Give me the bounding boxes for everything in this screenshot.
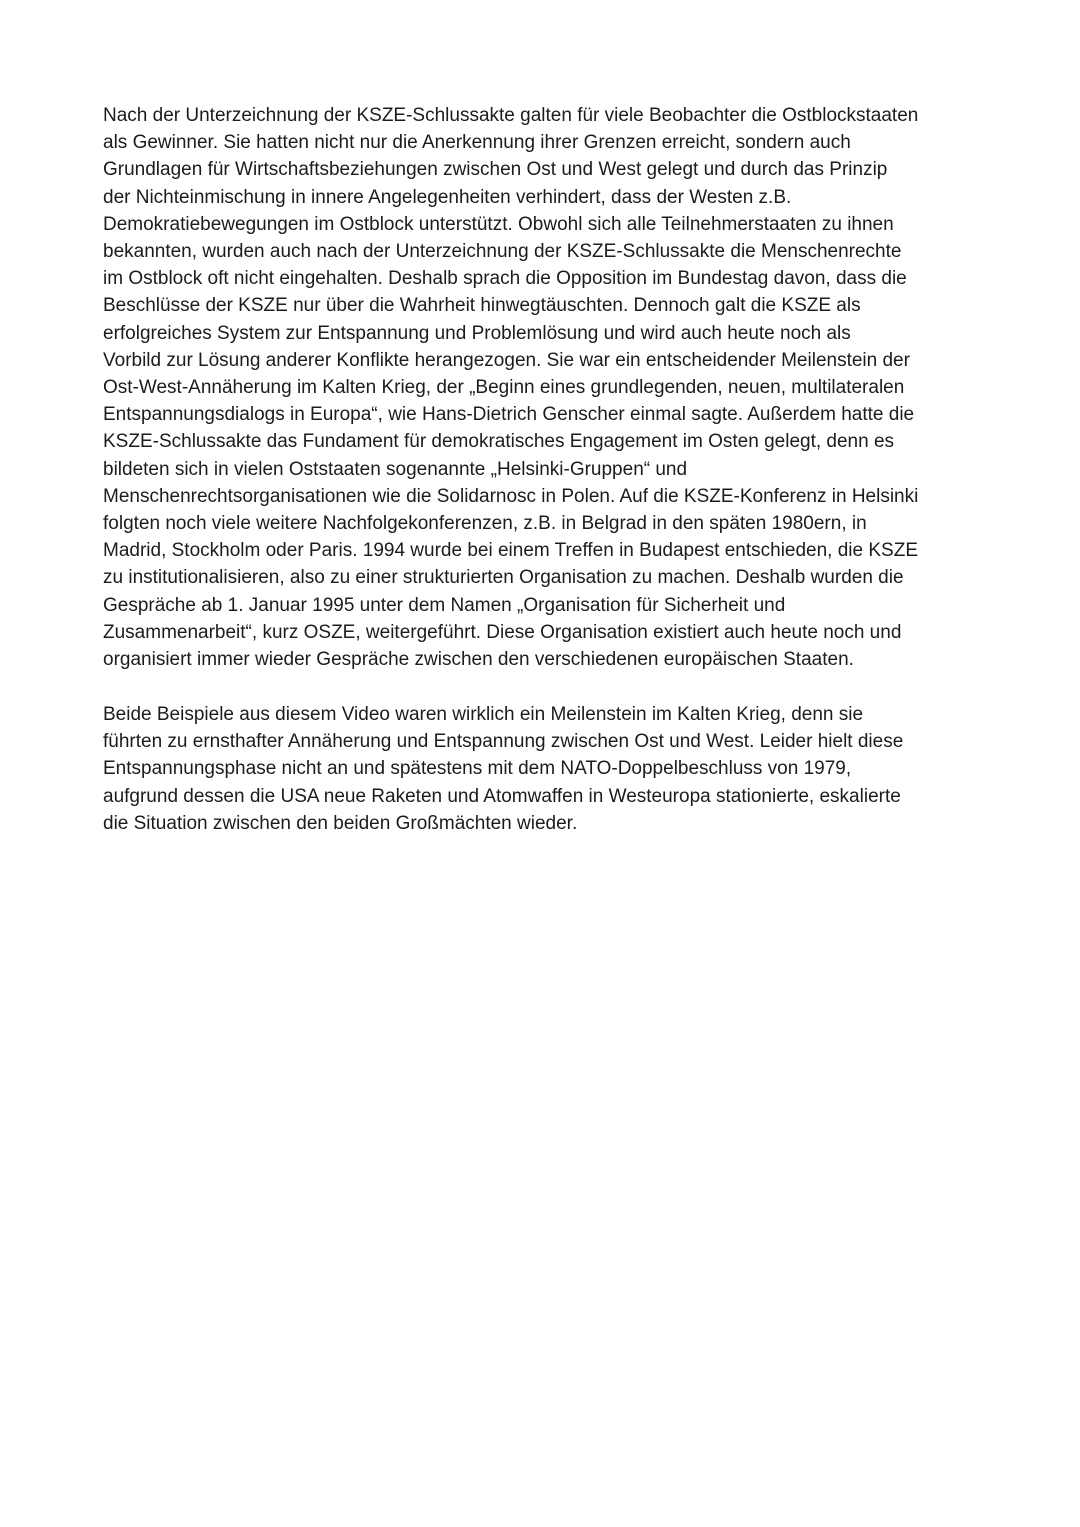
text-line: Vorbild zur Lösung anderer Konflikte herangezogen. Sie war ein entscheidender Meilenstein der bbox=[103, 349, 910, 371]
text-line: als Gewinner. Sie hatten nicht nur die Anerkennung ihrer Grenzen erreicht, sondern auch bbox=[103, 132, 851, 154]
text-line: im Ostblock oft nicht eingehalten. Deshalb sprach die Opposition im Bundestag davon, dass die bbox=[103, 268, 907, 290]
text-line: Zusammenarbeit“, kurz OSZE, weitergeführt. Diese Organisation existiert auch heute noch und bbox=[103, 621, 902, 643]
text-line: der Nichteinmischung in innere Angelegenheiten verhindert, dass der Westen z.B. bbox=[103, 186, 792, 208]
text-line: Gespräche ab 1. Januar 1995 unter dem Namen „Organisation für Sicherheit und bbox=[103, 594, 786, 616]
text-line: aufgrund dessen die USA neue Raketen und Atomwaffen in Westeuropa stationierte, eskalierte bbox=[103, 785, 901, 807]
text-line: Grundlagen für Wirtschaftsbeziehungen zwischen Ost und West gelegt und durch das Prinzip bbox=[103, 159, 888, 181]
paragraph-conclusion bbox=[103, 701, 983, 837]
text-line: führten zu ernsthafter Annäherung und Entspannung zwischen Ost und West. Leider hielt diese bbox=[103, 731, 904, 753]
text-line: zu institutionalisieren, also zu einer strukturierten Organisation zu machen. Deshalb wurden die bbox=[103, 567, 904, 589]
text-line: Beide Beispiele aus diesem Video waren wirklich ein Meilenstein im Kalten Krieg, denn sie bbox=[103, 704, 864, 725]
paragraph-ksze-schlussakte bbox=[103, 102, 983, 673]
text-line: Nach der Unterzeichnung der KSZE-Schlussakte galten für viele Beobachter die Ostblockstaaten bbox=[103, 105, 919, 126]
text-line: Ost-West-Annäherung im Kalten Krieg, der „Beginn eines grundlegenden, neuen, multilateralen bbox=[103, 377, 905, 399]
text-line: bildeten sich in vielen Oststaaten sogenannte „Helsinki-Gruppen“ und bbox=[103, 458, 688, 480]
text-line: Entspannungsphase nicht an und spätestens mit dem NATO-Doppelbeschluss von 1979, bbox=[103, 758, 852, 780]
text-line: KSZE-Schlussakte das Fundament für demokratisches Engagement im Osten gelegt, denn es bbox=[103, 431, 895, 453]
text-line: bekannten, wurden auch nach der Unterzeichnung der KSZE-Schlussakte die Menschenrechte bbox=[103, 241, 902, 263]
text-line: Menschenrechtsorganisationen wie die Solidarnosc in Polen. Auf die KSZE-Konferenz in Helsinki bbox=[103, 485, 919, 507]
text-line: Madrid, Stockholm oder Paris. 1994 wurde bei einem Treffen in Budapest entschieden, die KSZE bbox=[103, 540, 918, 562]
text-line: folgten noch viele weitere Nachfolgekonferenzen, z.B. in Belgrad in den späten 1980ern, in bbox=[103, 513, 867, 535]
text-line: die Situation zwischen den beiden Großmächten wieder. bbox=[103, 812, 578, 834]
text-line: Entspannungsdialogs in Europa“, wie Hans-Dietrich Genscher einmal sagte. Außerdem hatte die bbox=[103, 404, 915, 426]
text-line: Demokratiebewegungen im Ostblock unterstützt. Obwohl sich alle Teilnehmerstaaten zu ihnen bbox=[103, 213, 894, 235]
text-line: organisiert immer wieder Gespräche zwischen den verschiedenen europäischen Staaten. bbox=[103, 649, 854, 671]
text-line: erfolgreiches System zur Entspannung und Problemlösung und wird auch heute noch als bbox=[103, 322, 851, 344]
text-line: Beschlüsse der KSZE nur über die Wahrheit hinwegtäuschten. Dennoch galt die KSZE als bbox=[103, 295, 861, 317]
